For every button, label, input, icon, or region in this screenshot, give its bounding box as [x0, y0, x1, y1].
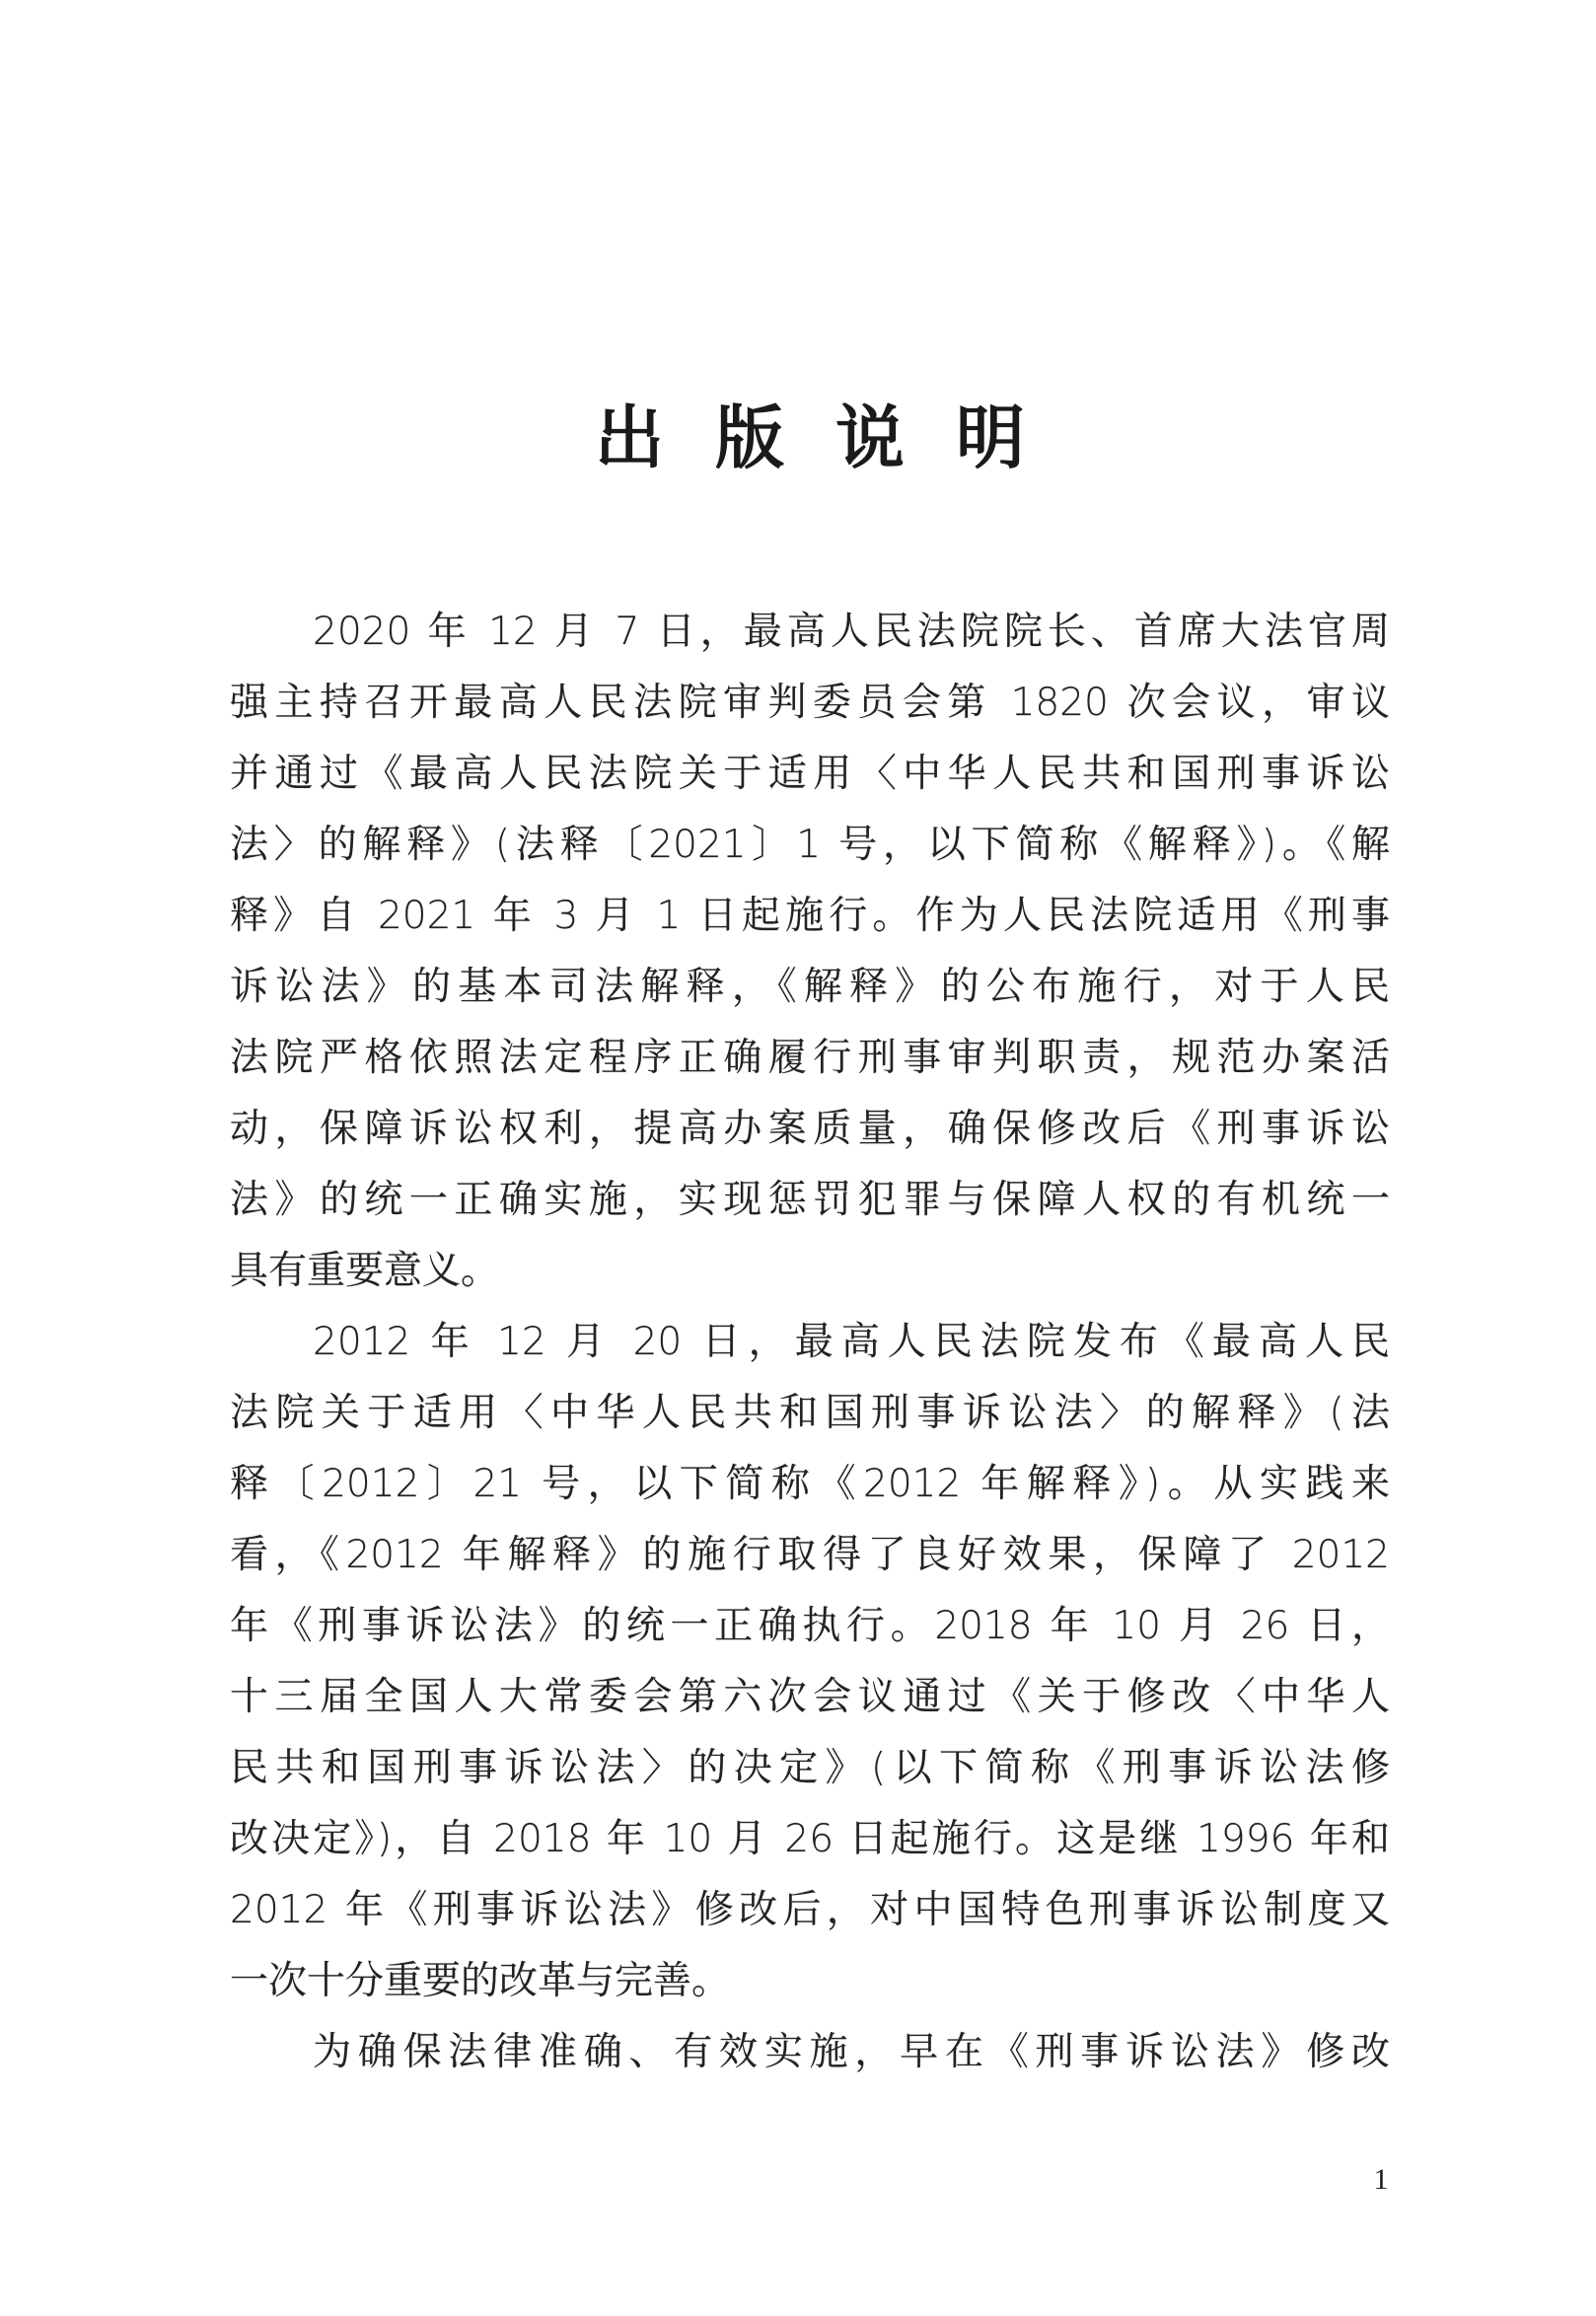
text-line: 2012 年《刑事诉讼法》修改后，对中国特色刑事诉讼制度又: [230, 1888, 1390, 1932]
paragraph: [230, 1314, 1390, 2024]
text-line: 法》的统一正确实施，实现惩罚犯罪与保障人权的有机统一: [230, 1178, 1390, 1222]
page-number: 1: [1373, 2163, 1389, 2196]
text-line: 一次十分重要的改革与完善。: [230, 1959, 731, 2003]
paragraph: [230, 604, 1390, 1314]
text-line: 年《刑事诉讼法》的统一正确执行。2018 年 10 月 26 日，: [230, 1604, 1390, 1648]
text-line: 看，《2012 年解释》的施行取得了良好效果，保障了 2012: [230, 1533, 1390, 1577]
paragraph: [230, 2024, 1390, 2095]
text-line: 2012 年 12 月 20 日，最高人民法院发布《最高人民: [313, 1320, 1390, 1364]
text-line: 民共和国刑事诉讼法〉的决定》(以下简称《刑事诉讼法修: [230, 1746, 1390, 1790]
text-line: 法院关于适用〈中华人民共和国刑事诉讼法〉的解释》(法: [230, 1391, 1390, 1435]
body-text: [230, 604, 1390, 2095]
text-line: 强主持召开最高人民法院审判委员会第 1820 次会议，审议: [230, 681, 1390, 725]
text-line: 具有重要意义。: [230, 1249, 500, 1293]
text-line: 2020 年 12 月 7 日，最高人民法院院长、首席大法官周: [313, 610, 1390, 654]
text-line: 十三届全国人大常委会第六次会议通过《关于修改〈中华人: [230, 1675, 1390, 1719]
text-line: 释〔2012〕21 号，以下简称《2012 年解释》)。从实践来: [230, 1462, 1390, 1506]
text-line: 释》自 2021 年 3 月 1 日起施行。作为人民法院适用《刑事: [230, 894, 1390, 938]
text-line: 为确保法律准确、有效实施，早在《刑事诉讼法》修改: [313, 2030, 1390, 2074]
text-line: 法院严格依照法定程序正确履行刑事审判职责，规范办案活: [230, 1036, 1390, 1080]
text-line: 动，保障诉讼权利，提高办案质量，确保修改后《刑事诉讼: [230, 1107, 1390, 1151]
text-line: 并通过《最高人民法院关于适用〈中华人民共和国刑事诉讼: [230, 752, 1390, 796]
text-line: 诉讼法》的基本司法解释，《解释》的公布施行，对于人民: [230, 965, 1390, 1009]
page-title: 出版说明: [595, 396, 1076, 478]
text-line: 改决定》)，自 2018 年 10 月 26 日起施行。这是继 1996 年和: [230, 1817, 1390, 1861]
text-line: 法〉的解释》(法释〔2021〕1 号，以下简称《解释》)。《解: [230, 823, 1390, 867]
